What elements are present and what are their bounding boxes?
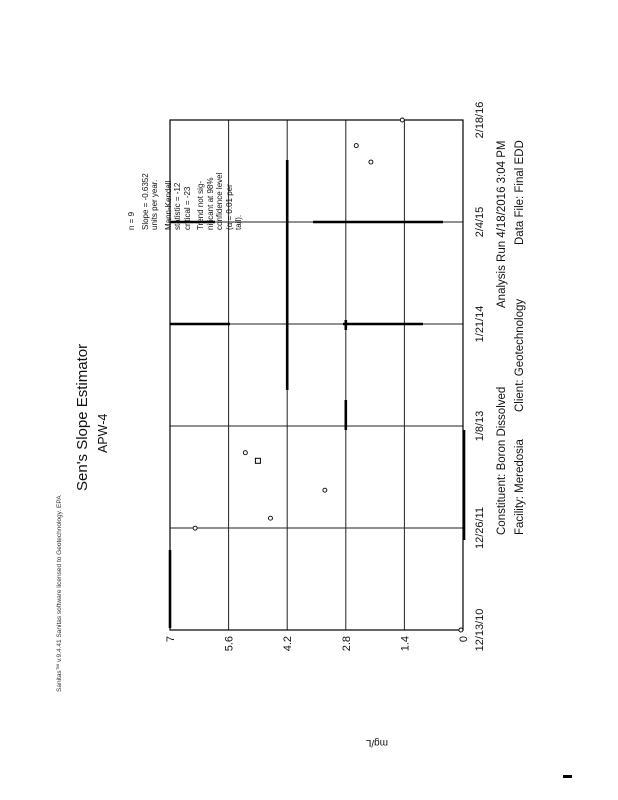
y-tick-label: 0 xyxy=(458,636,470,643)
data-point xyxy=(268,516,272,520)
stat-mk-label: Mann-Kendall xyxy=(163,180,173,230)
stat-slope-units: units per year. xyxy=(150,179,159,230)
stat-mk-critical: critical = -23 xyxy=(182,186,192,230)
client-caption: Client: Geotechnology xyxy=(514,298,526,412)
stat-n: n = 9 xyxy=(127,211,136,230)
stat-trend-4: (α = 0.01 per xyxy=(224,184,234,230)
facility-caption: Facility: Meredosia xyxy=(514,439,526,535)
x-tick-label: 2/4/15 xyxy=(474,206,486,238)
chart-title: Sen's Slope Estimator xyxy=(74,343,91,491)
y-tick-label: 2.8 xyxy=(340,636,353,652)
x-tick-label: 12/26/11 xyxy=(474,506,486,550)
stat-mk-statistic: statistic = -12 xyxy=(173,182,182,230)
chart-subtitle: APW-4 xyxy=(96,413,110,453)
stat-trend-2: nificant at 98% xyxy=(205,177,215,230)
data-point xyxy=(323,488,327,492)
x-tick-label: 12/13/10 xyxy=(474,608,486,652)
constituent-caption: Constituent: Boron Dissolved xyxy=(496,386,508,535)
data-point xyxy=(243,451,247,455)
data-point xyxy=(459,628,463,632)
stat-trend-3: confidence level xyxy=(215,172,224,230)
stat-slope: Slope = -0.6352 xyxy=(140,173,150,230)
stats-block xyxy=(127,173,244,230)
x-tick-label: 2/18/16 xyxy=(474,101,486,139)
y-tick-label: 4.2 xyxy=(282,636,295,652)
y-tick-label: 5.6 xyxy=(223,636,236,652)
x-tick-label: 1/21/14 xyxy=(474,305,486,343)
data-file-caption: Data File: Final EDD xyxy=(514,140,526,245)
scan-artifacts xyxy=(170,160,464,628)
data-point xyxy=(369,160,373,164)
x-tick-label: 1/8/13 xyxy=(474,410,486,442)
analysis-run-caption: Analysis Run 4/18/2016 3:04 PM xyxy=(496,140,508,308)
data-point xyxy=(193,526,197,530)
y-tick-label: 1.4 xyxy=(399,636,412,652)
stat-trend-5: tail). xyxy=(234,214,243,230)
data-point-square xyxy=(255,458,260,463)
y-tick-label: 7 xyxy=(165,636,177,643)
data-point xyxy=(400,118,404,122)
page-edge-mark xyxy=(563,775,572,778)
stat-trend-1: Trend not sig- xyxy=(196,180,205,230)
y-axis-label: mg/L xyxy=(365,737,388,748)
software-credit: Sanitas™ v.9.4.41 Sanitas software licensed to Geotechnology. EPA xyxy=(56,495,63,692)
data-point xyxy=(354,144,358,148)
